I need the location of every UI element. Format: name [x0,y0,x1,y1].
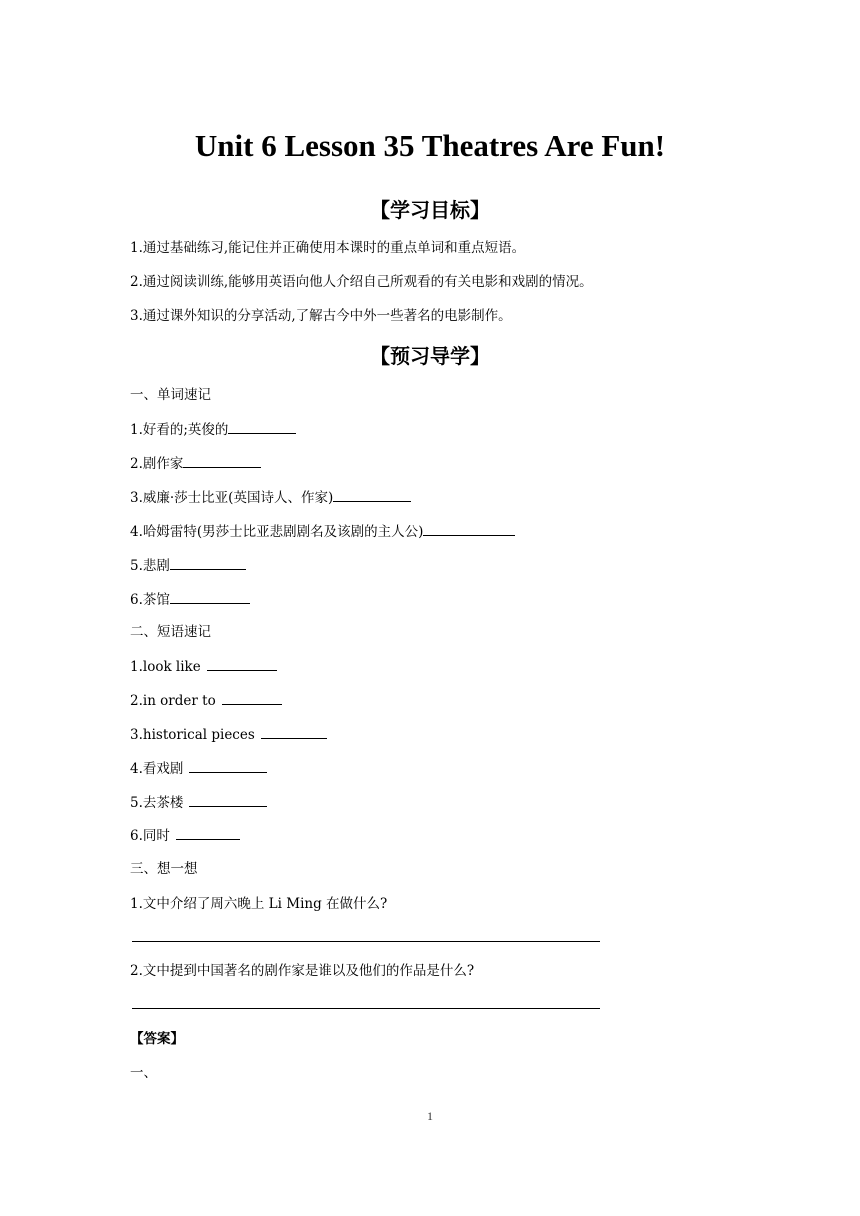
answer-blank[interactable] [261,724,327,739]
words-heading: 一、单词速记 [130,387,211,403]
phrase-item-3: 3.historical pieces [130,724,327,745]
answer-line[interactable] [132,1008,600,1009]
phrase-item-5: 5.去茶楼 [130,792,267,813]
answer-line[interactable] [132,941,600,942]
document-title: Unit 6 Lesson 35 Theatres Are Fun! [194,128,666,163]
page-number: 1 [427,1109,433,1123]
answer-blank[interactable] [170,589,250,604]
answers-section-1: 一、 [130,1065,157,1081]
phrase-item-6: 6.同时 [130,825,240,846]
think-heading: 三、想一想 [130,861,198,877]
word-item-3: 3.威廉·莎士比亚(英国诗人、作家) [130,487,411,508]
phrase-item-4: 4.看戏剧 [130,758,267,779]
phrase-item-2: 2.in order to [130,690,282,711]
phrases-heading: 二、短语速记 [130,624,211,640]
answer-blank[interactable] [189,758,267,773]
preview-heading: 【预习导学】 [370,344,490,368]
answers-heading: 【答案】 [130,1031,184,1047]
answer-blank[interactable] [170,555,246,570]
objective-item-3: 3.通过课外知识的分享活动,了解古今中外一些著名的电影制作。 [130,308,512,324]
answer-blank[interactable] [228,419,296,434]
answer-blank[interactable] [423,521,515,536]
objective-item-1: 1.通过基础练习,能记住并正确使用本课时的重点单词和重点短语。 [130,240,526,256]
objective-item-2: 2.通过阅读训练,能够用英语向他人介绍自己所观看的有关电影和戏剧的情况。 [130,274,593,290]
answer-blank[interactable] [176,825,240,840]
phrase-item-1: 1.look like [130,656,277,677]
objectives-heading: 【学习目标】 [370,198,490,222]
word-item-1: 1.好看的;英俊的 [130,419,296,440]
answer-blank[interactable] [222,690,282,705]
answer-blank[interactable] [207,656,277,671]
word-item-6: 6.茶馆 [130,589,250,610]
answer-blank[interactable] [183,453,261,468]
think-item-2: 2.文中提到中国著名的剧作家是谁以及他们的作品是什么? [130,963,475,979]
answer-blank[interactable] [333,487,411,502]
answer-blank[interactable] [189,792,267,807]
think-item-1: 1.文中介绍了周六晚上 Li Ming 在做什么? [130,896,388,912]
word-item-4: 4.哈姆雷特(男莎士比亚悲剧剧名及该剧的主人公) [130,521,515,542]
word-item-5: 5.悲剧 [130,555,246,576]
word-item-2: 2.剧作家 [130,453,261,474]
